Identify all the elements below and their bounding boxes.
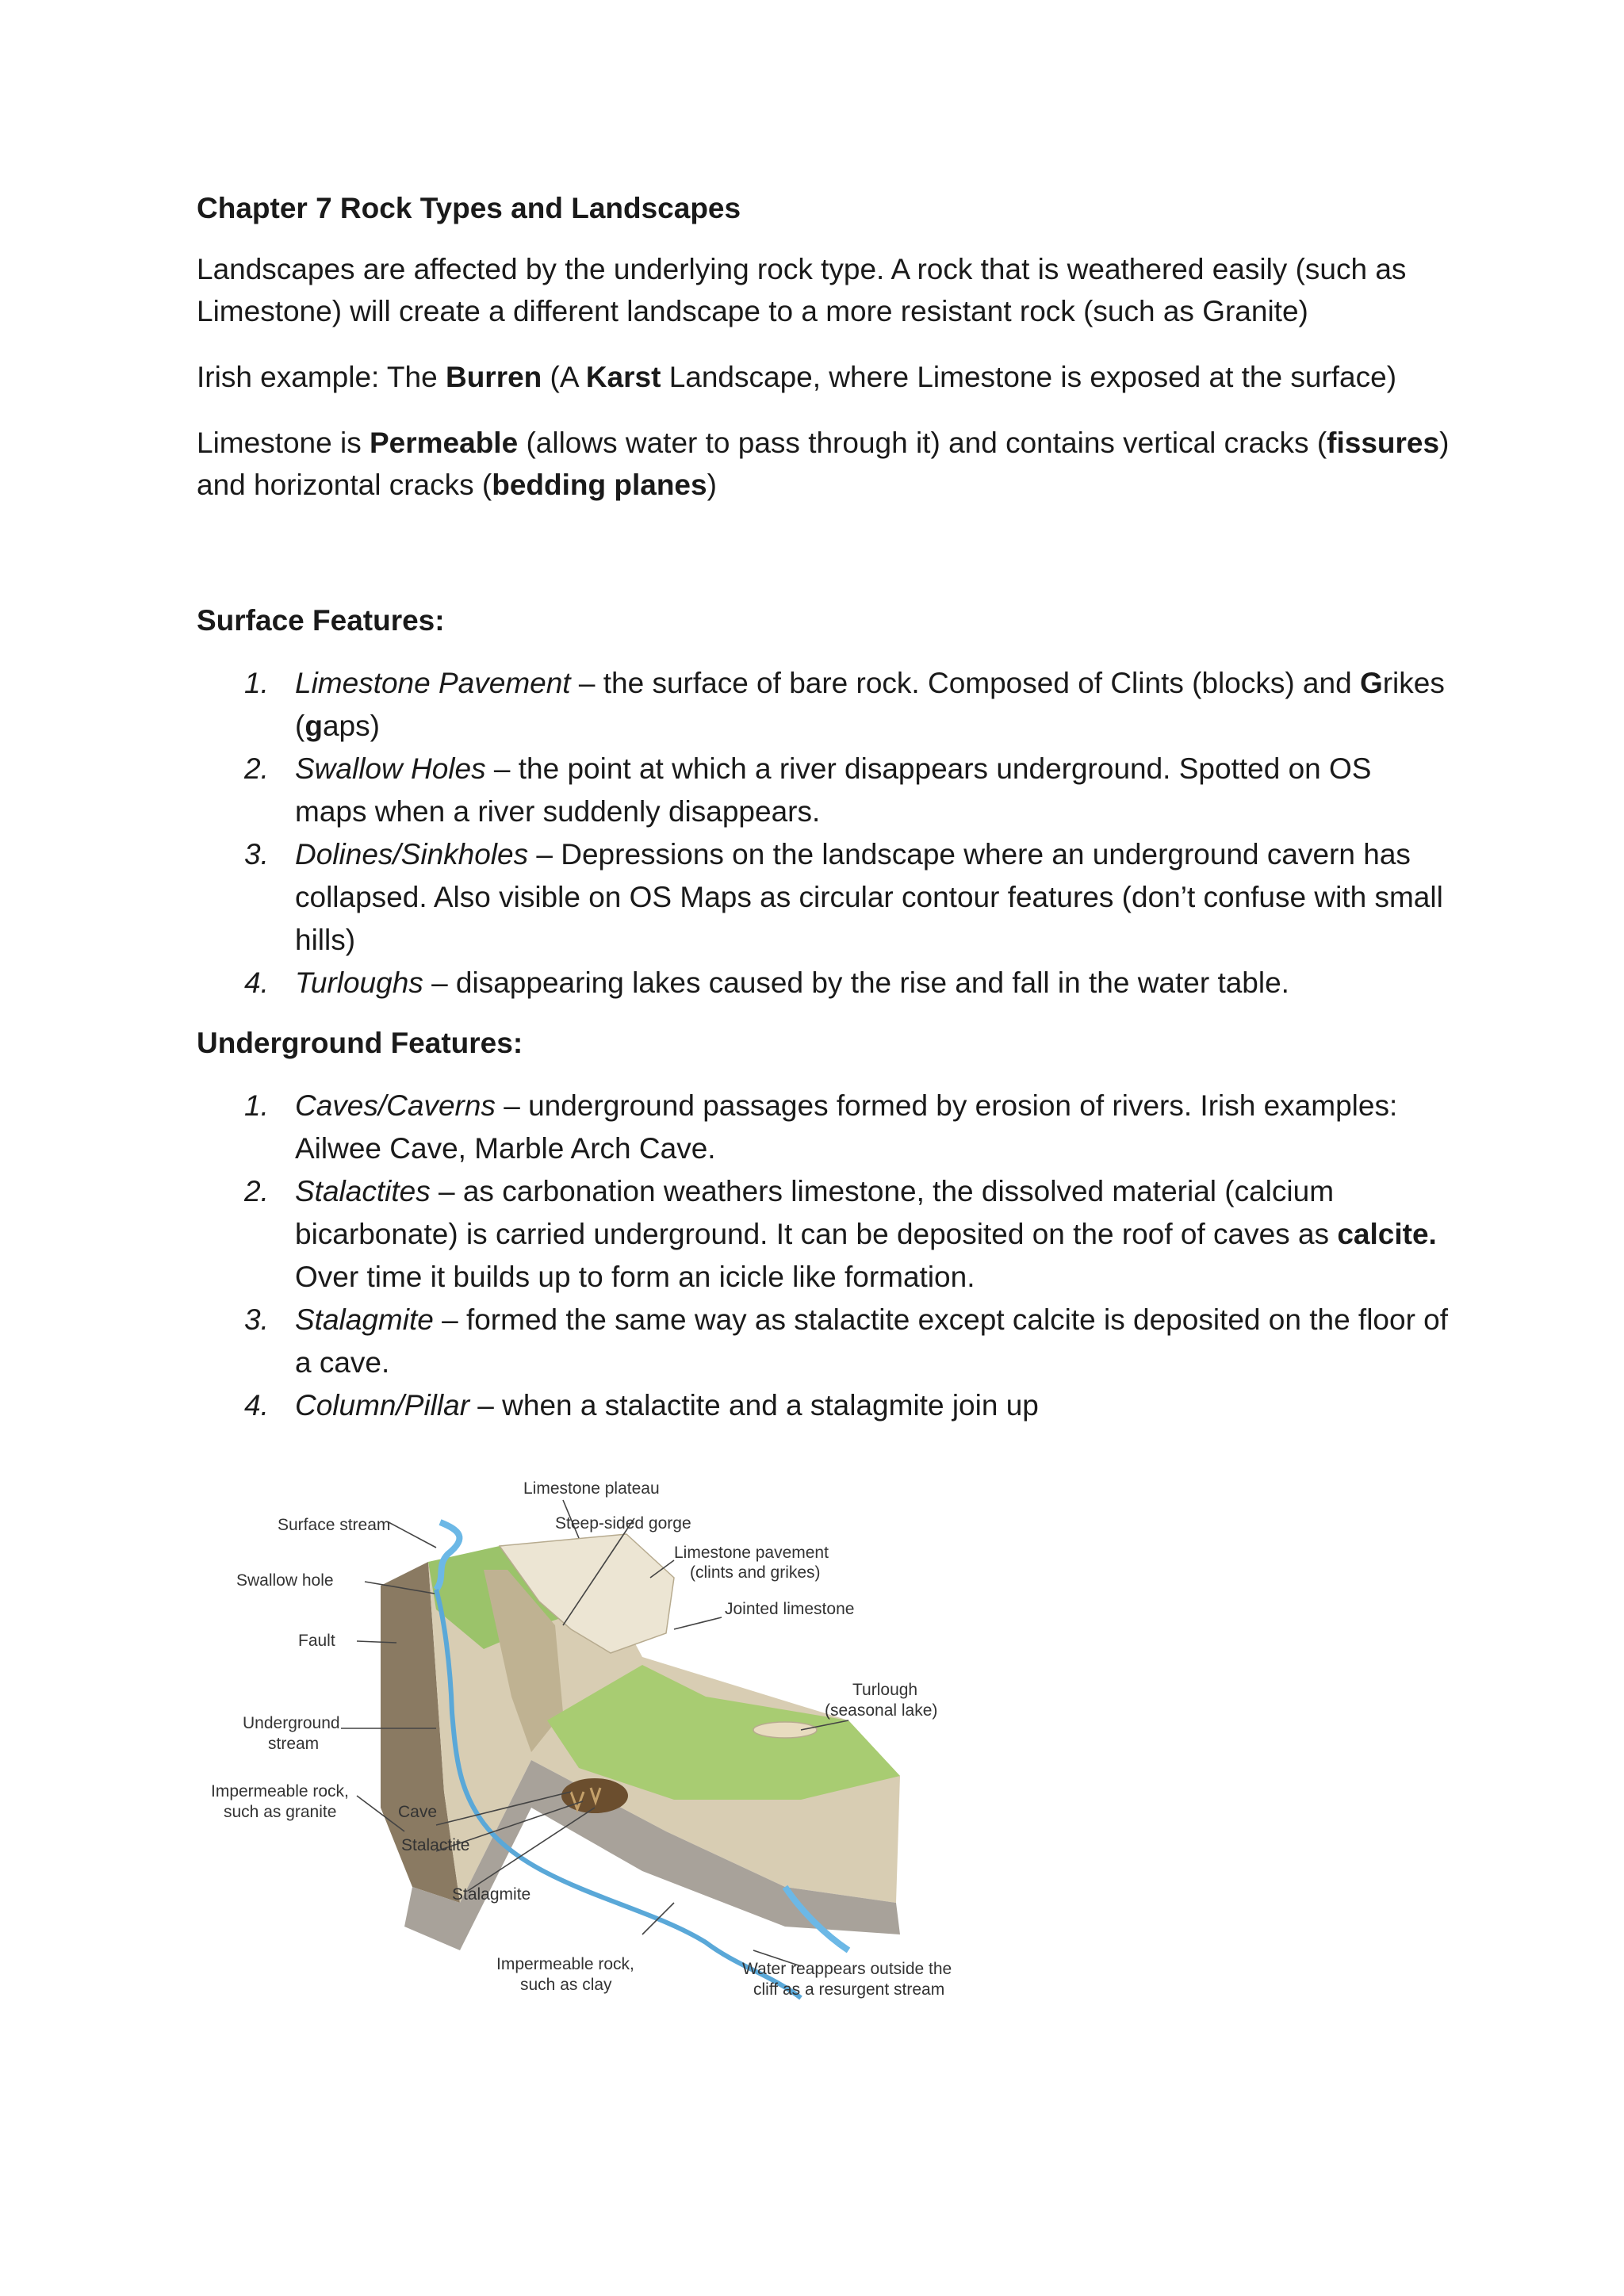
bold-letter: G — [1359, 667, 1383, 699]
list-item — [197, 833, 1450, 962]
label-turlough-2: (seasonal lake) — [825, 1701, 938, 1720]
list-item — [197, 662, 1450, 748]
list-item — [197, 1085, 1450, 1170]
limestone-mid1: (allows water to pass through it) and contains vertical cracks ( — [518, 427, 1327, 459]
limestone-paragraph — [197, 422, 1450, 506]
list-term: Caves/Caverns — [295, 1089, 496, 1122]
list-text: – disappearing lakes caused by the rise and fall in the water table. — [423, 966, 1289, 999]
diagram-svg — [198, 1459, 991, 2030]
label-cave: Cave — [398, 1803, 438, 1821]
label-water-1: Water reappears outside the — [742, 1960, 952, 1978]
permeable-term: Permeable — [370, 427, 519, 459]
label-fault: Fault — [298, 1632, 335, 1650]
irish-example-suffix: Landscape, where Limestone is exposed at the surface) — [661, 361, 1397, 393]
limestone-mid2: ) and horizontal cracks ( — [197, 427, 1450, 501]
label-impermeable-clay-1: Impermeable rock, — [496, 1955, 634, 1973]
list-item — [197, 748, 1450, 833]
underground-features-list — [197, 1085, 1450, 1427]
list-item — [197, 1170, 1450, 1299]
label-stalactite: Stalactite — [401, 1836, 470, 1854]
karst-landscape-diagram — [198, 1459, 991, 2030]
list-number: 1. — [244, 1089, 269, 1122]
list-text: – underground passages formed by erosion of rivers. Irish examples: Ailwee Cave, Marble Arch Cave. — [295, 1089, 1398, 1165]
list-number: 2. — [244, 1175, 269, 1207]
list-term: Turloughs — [295, 966, 423, 999]
label-underground-1: Underground — [243, 1714, 340, 1732]
label-underground-2: stream — [268, 1735, 320, 1753]
list-item — [197, 1384, 1450, 1427]
bold-letter: g — [304, 710, 323, 742]
burren-term: Burren — [445, 361, 542, 393]
list-item — [197, 962, 1450, 1004]
limestone-suffix: ) — [707, 469, 717, 501]
label-steep-gorge: Steep-sided gorge — [555, 1514, 691, 1533]
list-text: aps) — [322, 710, 380, 742]
list-number: 2. — [244, 752, 269, 785]
list-text: – formed the same way as stalactite except calcite is deposited on the floor of a cave. — [295, 1303, 1449, 1379]
label-turlough-1: Turlough — [852, 1681, 918, 1699]
limestone-prefix: Limestone is — [197, 427, 370, 459]
list-item — [197, 1299, 1450, 1384]
list-term: Dolines/Sinkholes — [295, 838, 529, 871]
list-text: rikes ( — [295, 667, 1445, 742]
list-number: 3. — [244, 1303, 269, 1336]
list-term: Limestone Pavement — [295, 667, 571, 699]
label-impermeable-granite-1: Impermeable rock, — [211, 1782, 349, 1800]
label-stalagmite: Stalagmite — [452, 1885, 531, 1904]
list-text: – the surface of bare rock. Composed of Clints (blocks) and — [570, 667, 1360, 699]
list-text: – as carbonation weathers limestone, the dissolved material (calcium bicarbonate) is carried underground. It can be deposited on the roof of caves as — [295, 1175, 1338, 1250]
list-term: Stalactites — [295, 1175, 431, 1207]
karst-term: Karst — [585, 361, 661, 393]
list-term: Column/Pillar — [295, 1389, 470, 1422]
surface-features-heading: Surface Features: — [197, 604, 445, 637]
list-term: Stalagmite — [295, 1303, 434, 1336]
page-title: Chapter 7 Rock Types and Landscapes — [197, 192, 741, 224]
label-limestone-plateau: Limestone plateau — [523, 1479, 660, 1498]
intro-paragraph: Landscapes are affected by the underlying rock type. A rock that is weathered easily (such as Limestone) will create a different landscape to a more resistant rock (such as Granite) — [197, 253, 1407, 327]
label-jointed-limestone: Jointed limestone — [725, 1600, 855, 1618]
label-surface-stream: Surface stream — [278, 1516, 391, 1534]
calcite-term: calcite. — [1337, 1218, 1437, 1250]
surface-features-list — [197, 662, 1450, 1004]
irish-example-mid: (A — [542, 361, 586, 393]
list-number: 1. — [244, 667, 269, 699]
fissures-term: fissures — [1327, 427, 1440, 459]
list-text: – Depressions on the landscape where an underground cavern has collapsed. Also visible on OS Maps as circular contour features (don’t confuse with small hills) — [295, 838, 1443, 956]
underground-features-heading: Underground Features: — [197, 1027, 523, 1059]
turlough-shape — [753, 1722, 817, 1738]
bedding-planes-term: bedding planes — [492, 469, 707, 501]
list-text: – the point at which a river disappears underground. Spotted on OS maps when a river suddenly disappears. — [295, 752, 1372, 828]
irish-example-paragraph — [197, 356, 1450, 398]
label-impermeable-granite-2: such as granite — [224, 1803, 337, 1821]
label-impermeable-clay-2: such as clay — [520, 1976, 612, 1994]
label-water-2: cliff as a resurgent stream — [753, 1980, 945, 1999]
label-swallow-hole: Swallow hole — [236, 1571, 334, 1590]
list-text: – when a stalactite and a stalagmite join up — [469, 1389, 1039, 1422]
list-number: 3. — [244, 838, 269, 871]
irish-example-prefix: Irish example: The — [197, 361, 446, 393]
list-number: 4. — [244, 1389, 269, 1422]
label-pavement-1: Limestone pavement — [674, 1544, 829, 1562]
list-number: 4. — [244, 966, 269, 999]
list-term: Swallow Holes — [295, 752, 486, 785]
label-pavement-2: (clints and grikes) — [690, 1563, 821, 1582]
document-page — [197, 187, 1450, 1435]
list-text: Over time it builds up to form an icicle like formation. — [295, 1261, 975, 1293]
